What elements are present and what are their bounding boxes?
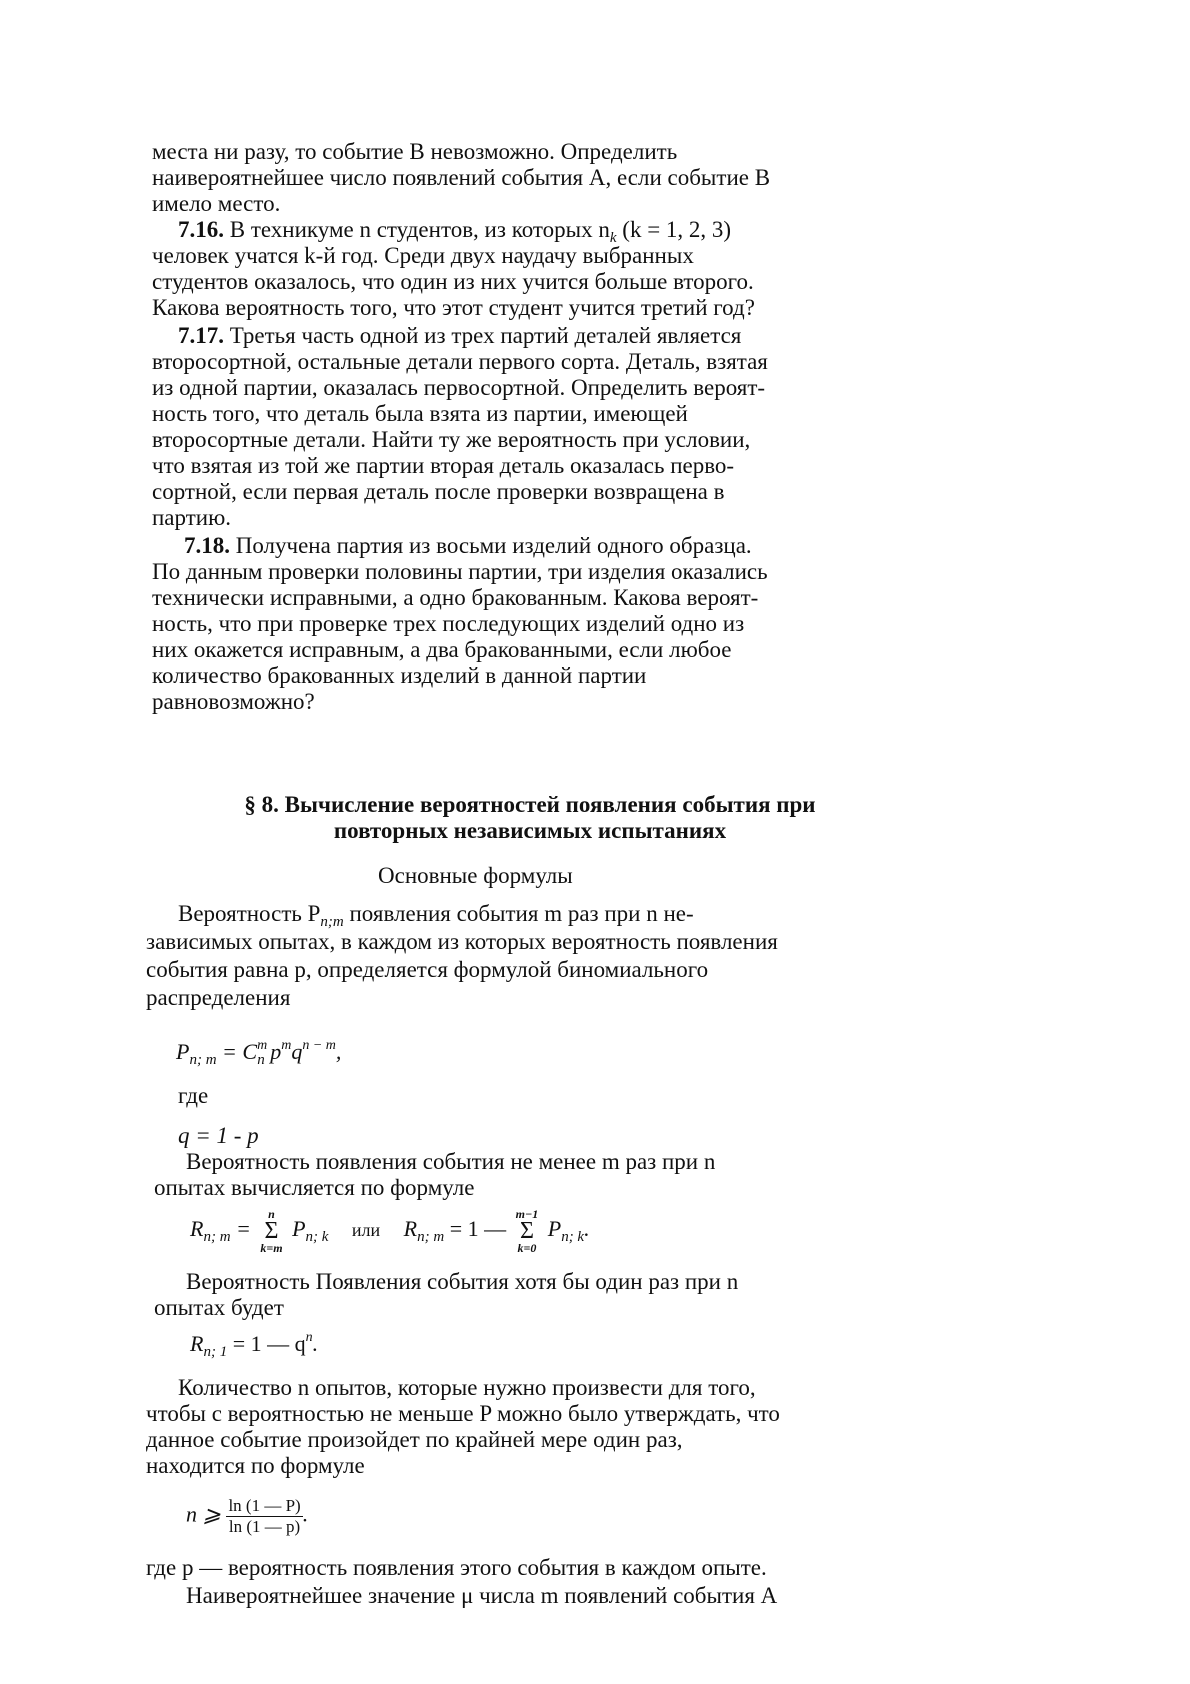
formula-part: . [312,1331,319,1356]
text-line: По данным проверки половины партии, три изделия оказались [152,559,768,584]
text-line: второсортной, остальные детали первого сорта. Деталь, взятая [152,349,768,374]
formula-part: R [190,1216,204,1242]
text-line: ность, что при проверке трех последующих изделий одно из [152,611,745,636]
problem-number: 7.16. [178,217,224,242]
text-span: Получена партия из восьми изделий одного образца. [230,533,752,558]
formula-subscript: n; k [305,1229,329,1246]
formula-subscript: n [257,1052,265,1068]
formula-part: n ⩾ [186,1501,227,1527]
text-line: наивероятнейшее число появлений события А, если событие В [152,165,771,190]
formula-part: P [176,1039,190,1064]
formula-superscript: m [257,1038,268,1053]
formula-superscript: n [305,1330,313,1345]
text-line: равновозможно? [152,689,315,714]
sum-sign: Σ [519,1218,534,1244]
formula-part: R [403,1216,418,1242]
cumulative-formula [190,1208,590,1254]
text-line: Вероятность появления события не менее m раз при n [186,1149,716,1174]
formula-part: = C [216,1039,258,1064]
text-line: Какова вероятность того, что этот студент учится третий год? [152,295,755,320]
subscript: n;m [320,914,344,930]
text-line: находится по формуле [146,1453,365,1478]
problem-7-18-line [184,532,752,560]
formula-part: = 1 — q [227,1331,306,1356]
formula-superscript: m [281,1038,292,1053]
section-title: повторных независимых испытаниях [333,818,727,843]
sum-lower-limit: k=m [260,1241,283,1255]
formula-part: p [264,1039,282,1064]
sum-lower-limit: k=0 [517,1241,537,1255]
formula-subscript: n; 1 [203,1344,228,1360]
text-line: человек учатся k-й год. Среди двух наудачу выбранных [152,243,694,268]
formula-subscript: n; m [203,1229,231,1246]
problem-7-17-line [178,322,741,350]
text-span: появления события m раз при n не- [343,901,694,926]
text-line: партию. [152,505,232,530]
text-line: студентов оказалось, что один из них учится больше второго. [152,269,754,294]
formula-or: или [351,1220,381,1241]
formula-part: P [292,1216,306,1242]
formula-subscript: n; m [189,1052,217,1068]
at-least-once-formula [190,1330,318,1361]
text-span: Третья часть одной из трех партий деталей является [224,323,742,348]
formula-part: q [291,1039,303,1064]
text-line: опытах будет [154,1295,284,1320]
text-line: чтобы с вероятностью не меньше P можно было утверждать, что [146,1401,780,1426]
text-line: распределения [146,985,291,1010]
text-line: имело место. [152,191,281,216]
sum-upper-limit: n [268,1207,275,1221]
text-line: где [178,1083,209,1108]
trials-count-formula [186,1496,308,1537]
formula-part: , [335,1039,342,1064]
formula-part: = [230,1216,257,1242]
formula-part: P [547,1216,562,1242]
formula-subscript: n; k [561,1229,585,1246]
text-line: где p — вероятность появления этого события в каждом опыте. [146,1555,767,1580]
sum-upper-limit: m−1 [515,1207,539,1221]
text-span: В техникуме n студентов, из которых n [224,217,610,242]
binomial-formula [176,1038,341,1069]
text-span: (k = 1, 2, 3) [616,217,732,242]
text-line: ность того, что деталь была взята из партии, имеющей [152,401,688,426]
text-line: Количество n опытов, которые нужно произвести для того, [178,1375,756,1400]
summation [516,1208,539,1254]
problem-number: 7.17. [178,323,224,348]
text-line: данное событие произойдет по крайней мере один раз, [146,1427,683,1452]
subsection-title: Основные формулы [378,863,573,888]
summation [260,1208,282,1254]
fraction-denominator: ln (1 — p) [228,1517,301,1536]
subscript: k [609,230,617,246]
formula-part: R [190,1331,204,1356]
text-line: из одной партии, оказалась первосортной. Определить вероят- [152,375,766,400]
text-line: Вероятность Появления события хотя бы один раз при n [186,1269,739,1294]
text-line: сортной, если первая деталь после проверки возвращена в [152,479,725,504]
problem-number: 7.18. [184,533,230,558]
text-line: Наивероятнейшее значение μ числа m появлений события А [186,1583,778,1608]
formula-subscript: n; m [417,1229,445,1246]
text-line: технически исправными, а одно бракованным. Какова вероят- [152,585,759,610]
formula-superscript: n − m [302,1038,336,1053]
fraction [226,1496,302,1537]
text-line: что взятая из той же партии вторая деталь оказалась перво- [152,453,735,478]
text-line: них окажется исправным, а два бракованными, если любое [152,637,732,662]
section-title: § 8. Вычисление вероятностей появления события при [244,792,816,817]
formula-part: . [302,1501,309,1527]
text-line: количество бракованных изделий в данной партии [152,663,647,688]
text-line: события равна p, определяется формулой биномиального [146,957,709,982]
text-line: зависимых опытах, в каждом из которых вероятность появления [146,929,778,954]
text-line: второсортные детали. Найти ту же вероятность при условии, [152,427,751,452]
text-line: места ни разу, то событие В невозможно. Определить [152,139,678,164]
formula-part: . [584,1216,590,1242]
formula-part: = 1 — [444,1216,512,1242]
text-line: опытах вычисляется по формуле [154,1175,475,1200]
fraction-numerator: ln (1 — P) [228,1496,301,1515]
sum-sign: Σ [264,1218,279,1244]
formula-q: q = 1 - p [178,1123,259,1148]
text-span: Вероятность P [178,901,321,926]
